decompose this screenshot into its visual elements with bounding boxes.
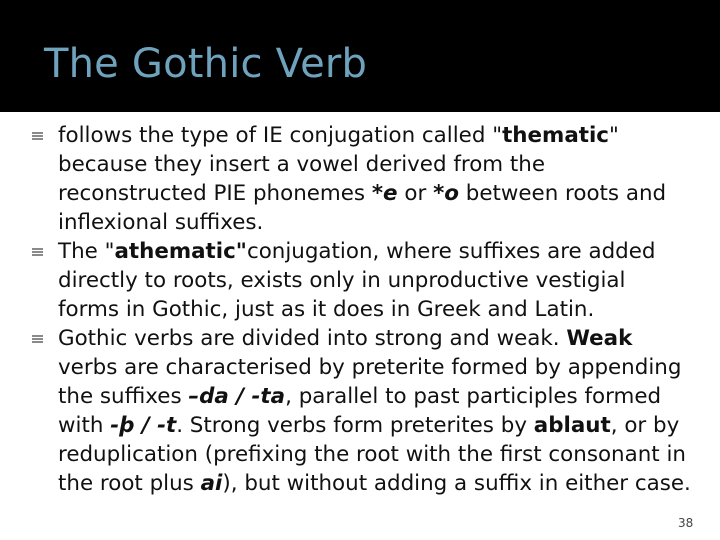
bullet-marker-icon [32, 135, 43, 137]
bullet-text: The " [58, 239, 115, 264]
term-weak: Weak [566, 326, 633, 351]
term-thematic: thematic [502, 123, 609, 148]
suffix-th-t: -þ / -t [110, 413, 177, 438]
page-number: 38 [678, 516, 694, 530]
bullet-text: conjugation, where suffixes are added directly to roots, exists only in unproductive vestigial forms in Gothic, just as it does in Greek and Latin. [58, 239, 656, 322]
vowel-ai: ai [200, 471, 223, 496]
bullet-text: , or by reduplication (prefixing the root with the first consonant in the root plus [58, 413, 686, 496]
slide-title: The Gothic Verb [44, 41, 368, 87]
phoneme-e: *e [371, 181, 398, 206]
bullet-text: Gothic verbs are divided into strong and weak. [58, 326, 567, 351]
term-athematic: athematic" [114, 239, 247, 264]
title-bar [0, 0, 720, 112]
bullet-text: . Strong verbs form preterites by [176, 413, 534, 438]
bullet-text: ), but without adding a suffix in either case. [222, 471, 691, 496]
bullet-item-thematic [32, 121, 692, 237]
bullet-text: " because they insert a vowel derived from the reconstructed PIE phonemes [58, 123, 619, 206]
bullet-text: between roots and inflexional suffixes. [58, 181, 667, 235]
bullet-text: or [397, 181, 434, 206]
bullet-item-strong-weak [32, 324, 692, 498]
suffix-da-ta: –da / -ta [188, 384, 286, 409]
bullet-item-athematic [32, 237, 692, 324]
term-ablaut: ablaut [533, 413, 611, 438]
bullet-text: follows the type of IE conjugation called " [58, 123, 503, 148]
bullet-list [32, 121, 692, 498]
bullet-text: verbs are characterised by preterite formed by appending the suffixes [58, 355, 682, 409]
bullet-text: , parallel to past participles formed with [58, 384, 662, 438]
bullet-marker-icon [32, 338, 43, 340]
phoneme-o: *o [433, 181, 459, 206]
bullet-marker-icon [32, 251, 43, 253]
